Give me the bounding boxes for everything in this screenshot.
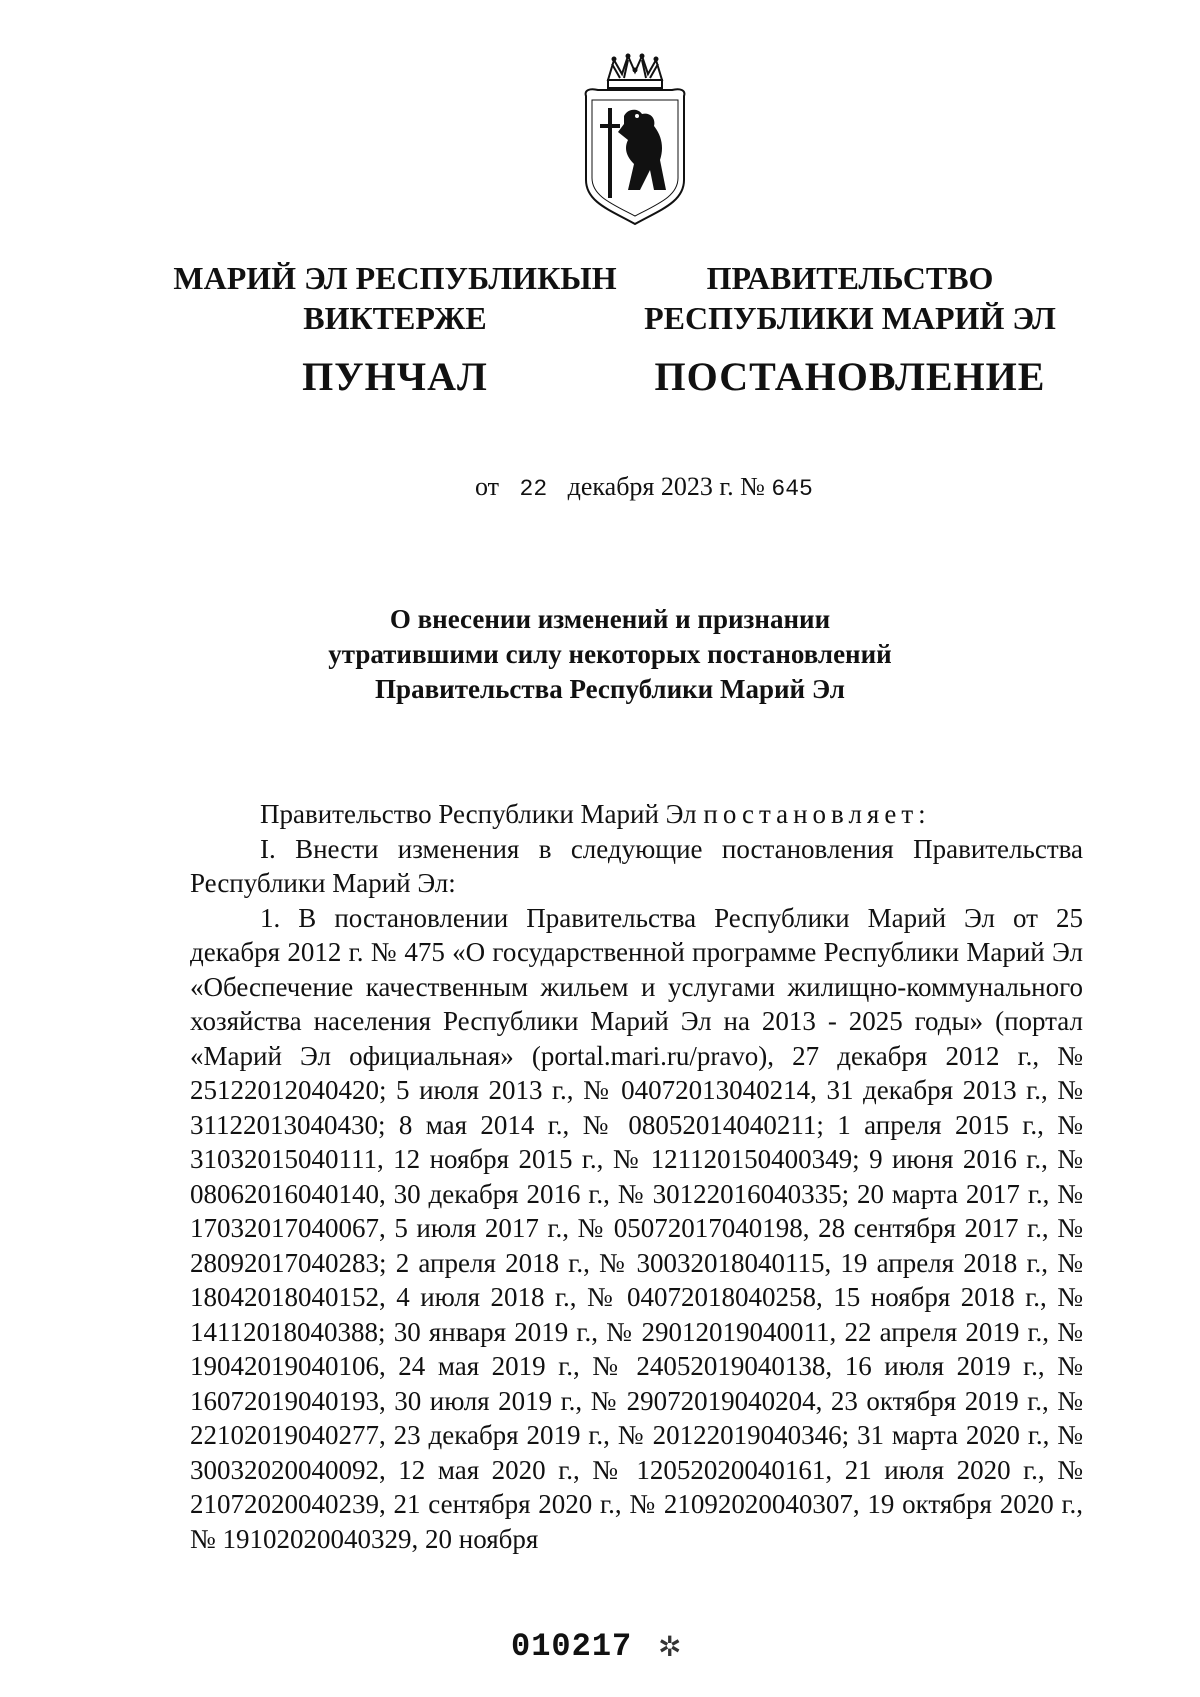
header-russian-doc-type: ПОСТАНОВЛЕНИЕ: [654, 354, 1046, 399]
document-subject: [250, 602, 970, 707]
header-russian-line1: ПРАВИТЕЛЬСТВО: [706, 260, 994, 296]
subject-line2: утратившими силу некоторых постановлений: [328, 639, 892, 670]
document-number: 645: [771, 476, 813, 502]
star-mark-icon: ✲: [658, 1632, 682, 1663]
date-month-year: декабря 2023 г. №: [567, 472, 765, 501]
preamble: [190, 797, 1083, 832]
document-date-line: [475, 472, 813, 502]
header-mari-line2: ВИКТЕРЖЕ: [303, 300, 487, 336]
date-day: 22: [519, 476, 548, 502]
subject-line1: О внесении изменений и признании: [389, 604, 831, 634]
subject-line3: Правительства Республики Марий Эл: [375, 674, 845, 705]
section-1: I. Внести изменения в следующие постановления Правительства Республики Марий Эл:: [190, 833, 1083, 898]
document-body: [190, 797, 1083, 1556]
header-russian: [640, 258, 1060, 402]
form-serial-number: 010217: [511, 1628, 633, 1665]
header-mari: [170, 258, 620, 402]
preamble-verb: постановляет:: [703, 799, 931, 829]
date-prefix: от: [475, 472, 500, 501]
preamble-text: Правительство Республики Марий Эл: [260, 799, 704, 829]
header-mari-doc-type: ПУНЧАЛ: [302, 354, 488, 399]
coat-of-arms-emblem: [580, 52, 690, 232]
header-russian-line2: РЕСПУБЛИКИ МАРИЙ ЭЛ: [644, 300, 1056, 336]
header-mari-line1: МАРИЙ ЭЛ РЕСПУБЛИКЫН: [173, 260, 617, 296]
item-1: 1. В постановлении Правительства Республики Марий Эл от 25 декабря 2012 г. № 475 «О государственной программе Республики Марий Эл «Обеспечение качественным жильем и услугами жилищно-коммунального хозяйства населения Республики Марий Эл на 2013 - 2025 годы» (портал «Марий Эл официальная» (portal.mari.ru/pravo), 27 декабря 2012 г., № 25122012040420; 5 июля 2013 г., № 04072013040214, 31 декабря 2013 г., № 31122013040430; 8 мая 2014 г., № 08052014040211; 1 апреля 2015 г., № 31032015040111, 12 ноября 2015 г., № 121120150400349; 9 июня 2016 г., № 08062016040140, 30 декабря 2016 г., № 30122016040335; 20 марта 2017 г., № 17032017040067, 5 июля 2017 г., № 05072017040198, 28 сентября 2017 г., № 28092017040283; 2 апреля 2018 г., № 30032018040115, 19 апреля 2018 г., № 18042018040152, 4 июля 2018 г., № 04072018040258, 15 ноября 2018 г., № 14112018040388; 30 января 2019 г., № 29012019040011, 22 апреля 2019 г., № 19042019040106, 24 мая 2019 г., № 24052019040138, 16 июля 2019 г., № 16072019040193, 30 июля 2019 г., № 29072019040204, 23 октября 2019 г., № 22102019040277, 23 декабря 2019 г., № 20122019040346; 31 марта 2020 г., № 30032020040092, 12 мая 2020 г., № 12052020040161, 21 июля 2020 г., № 21072020040239, 21 сентября 2020 г., № 21092020040307, 19 октября 2020 г., № 19102020040329, 20 ноября: [190, 902, 1083, 1554]
